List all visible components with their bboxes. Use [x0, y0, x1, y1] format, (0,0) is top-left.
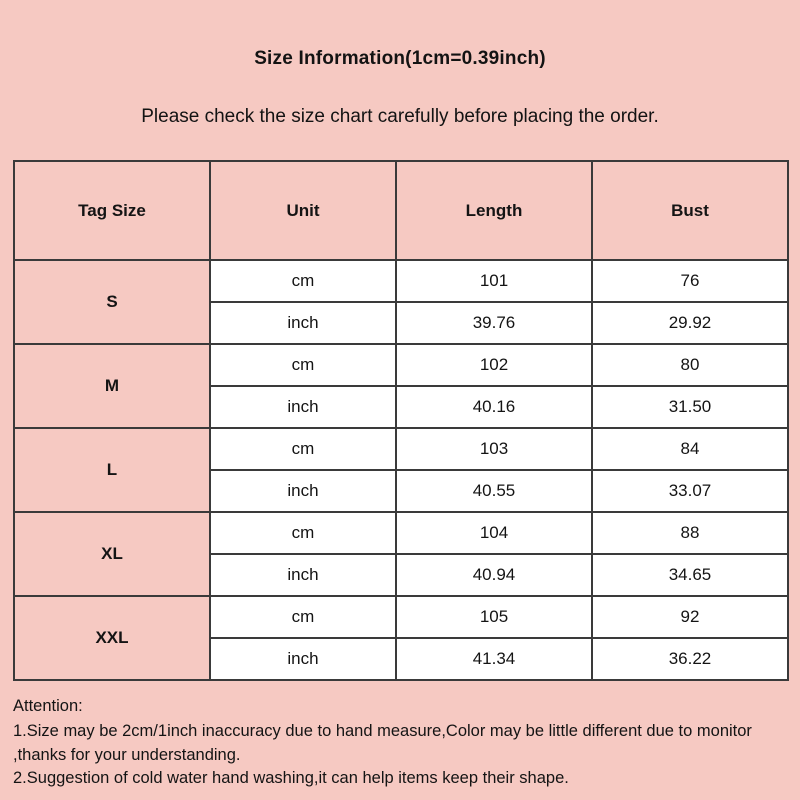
length-cell: 40.16: [396, 386, 592, 428]
table-header-row: [14, 161, 788, 260]
table-row: [14, 596, 788, 638]
bust-cell: 92: [592, 596, 788, 638]
tag-size-cell: XXL: [14, 596, 210, 680]
bust-cell: 80: [592, 344, 788, 386]
unit-cell: inch: [210, 302, 396, 344]
unit-cell: cm: [210, 260, 396, 302]
table-row: [14, 512, 788, 554]
tag-size-cell: S: [14, 260, 210, 344]
length-cell: 40.94: [396, 554, 592, 596]
unit-cell: cm: [210, 596, 396, 638]
length-cell: 104: [396, 512, 592, 554]
bust-cell: 36.22: [592, 638, 788, 680]
bust-cell: 29.92: [592, 302, 788, 344]
tag-size-cell: M: [14, 344, 210, 428]
attention-note-1: 1.Size may be 2cm/1inch inaccuracy due to hand measure,Color may be little different due to monitor ,thanks for your understanding.: [13, 722, 752, 764]
length-cell: 103: [396, 428, 592, 470]
page-subtitle: Please check the size chart carefully before placing the order.: [141, 106, 659, 127]
size-table: [13, 160, 789, 681]
column-header-tag-size: Tag Size: [14, 161, 210, 260]
length-cell: 105: [396, 596, 592, 638]
unit-cell: inch: [210, 386, 396, 428]
attention-note-2: 2.Suggestion of cold water hand washing,it can help items keep their shape.: [13, 769, 569, 788]
bust-cell: 31.50: [592, 386, 788, 428]
table-body: [14, 260, 788, 680]
bust-cell: 34.65: [592, 554, 788, 596]
unit-cell: inch: [210, 554, 396, 596]
unit-cell: cm: [210, 428, 396, 470]
column-header-bust: Bust: [592, 161, 788, 260]
bust-cell: 88: [592, 512, 788, 554]
table-row: [14, 260, 788, 302]
column-header-unit: Unit: [210, 161, 396, 260]
tag-size-cell: XL: [14, 512, 210, 596]
unit-cell: cm: [210, 344, 396, 386]
table-row: [14, 428, 788, 470]
bust-cell: 33.07: [592, 470, 788, 512]
attention-block: [0, 681, 800, 791]
length-cell: 40.55: [396, 470, 592, 512]
unit-cell: cm: [210, 512, 396, 554]
table-header: [14, 161, 788, 260]
length-cell: 41.34: [396, 638, 592, 680]
length-cell: 102: [396, 344, 592, 386]
table-row: [14, 344, 788, 386]
page-title: Size Information(1cm=0.39inch): [254, 48, 546, 69]
bust-cell: 76: [592, 260, 788, 302]
tag-size-cell: L: [14, 428, 210, 512]
length-cell: 101: [396, 260, 592, 302]
header: [0, 0, 800, 128]
length-cell: 39.76: [396, 302, 592, 344]
bust-cell: 84: [592, 428, 788, 470]
attention-heading: Attention:: [13, 697, 83, 715]
column-header-length: Length: [396, 161, 592, 260]
unit-cell: inch: [210, 470, 396, 512]
unit-cell: inch: [210, 638, 396, 680]
size-table-container: [0, 160, 800, 681]
